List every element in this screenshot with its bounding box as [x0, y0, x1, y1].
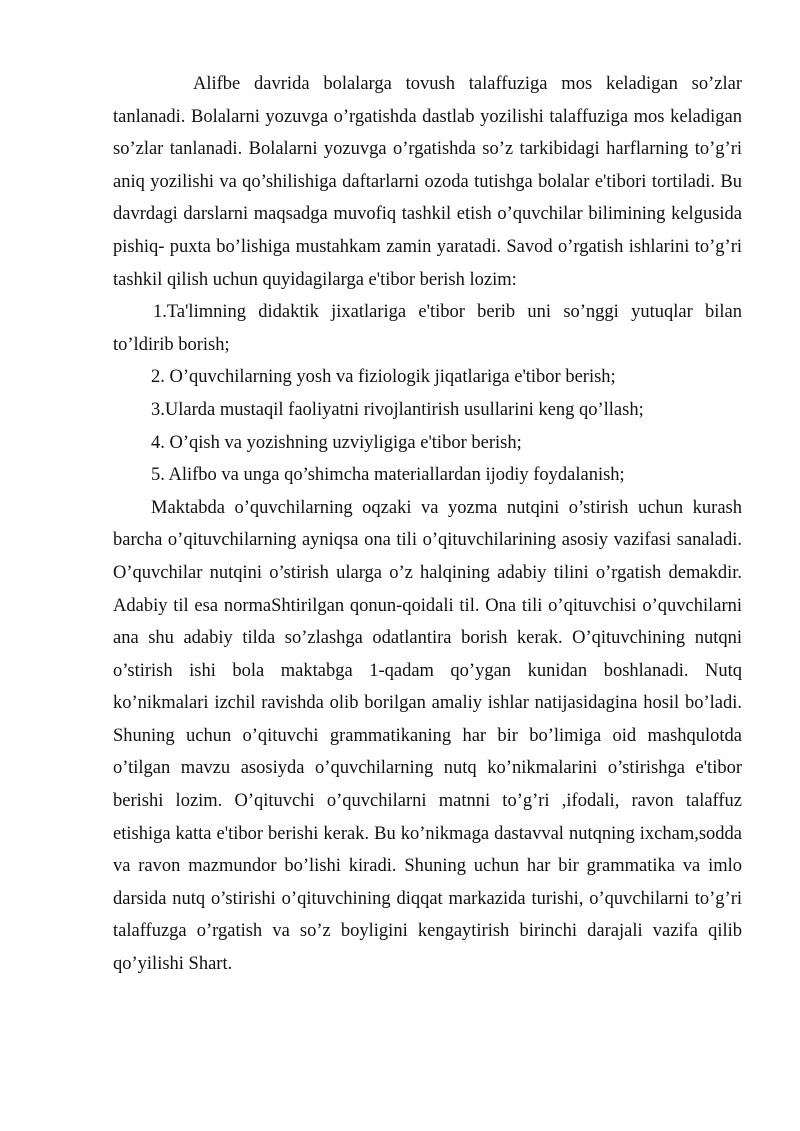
list-item-2: 2. O’quvchilarning yosh va fiziologik jiqatlariga e'tibor berish; [151, 367, 616, 388]
list-item-5: 5. Alifbo va unga qo’shimcha materiallardan ijodiy foydalanish; [151, 465, 625, 486]
list-item-1: 1.Ta'limning didaktik jixatlariga e'tibor berib uni so’nggi yutuqlar bilan to’ldirib borish; [113, 302, 742, 355]
list-item-3: 3.Ularda mustaqil faoliyatni rivojlantirish usullarini keng qo’llash; [151, 399, 644, 420]
list-item-4: 4. O’qish va yozishning uzviyligiga e'tibor berish; [151, 432, 522, 453]
paragraph-main: Maktabda o’quvchilarning oqzaki va yozma nutqini o’stirish uchun kurash barcha o’qituvchilarning ayniqsa ona tili o’qituvchilarining asosiy vazifasi sanaladi. O’quvchilar nutqini o’stirish ularga o’z halqining adabiy tilini o’rgatish demakdir. Adabiy til esa normaShtirilgan qonun-qoidali til. Ona tili o’qituvchisi o’quvchilarni ana shu adabiy tilda so’zlashga odatlantira borish kerak. O’qituvchining nutqni o’stirish ishi bola maktabga 1-qadam qo’ygan kunidan boshlanadi. Nutq ko’nikmalari izchil ravishda olib borilgan amaliy ishlar natijasidagina hosil bo’ladi. Shuning uchun o’qituvchi grammatikaning har bir bo’limiga oid mashqulotda o’tilgan mavzu asosiyda o’quvchilarning nutq ko’nikmalarini o’stirishga e'tibor berishi lozim. O’qituvchi o’quvchilarni matnni to’g’ri ,ifodali, ravon talaffuz etishiga katta e'tibor berishi kerak. Bu ko’nikmaga dastavval nutqning ixcham,sodda va ravon mazmundor bo’lishi kiradi. Shuning uchun har bir grammatika va imlo darsida nutq o’stirishi o’qituvchining diqqat markazida turishi, o’quvchilarni to’g’ri talaffuzga o’rgatish va so’z boyligini kengaytirish birinchi darajali vazifa qilib qo’yilishi Shart. [113, 497, 742, 975]
paragraph-intro: Alifbe davrida bolalarga tovush talaffuziga mos keladigan so’zlar tanlanadi. Bolalarni yozuvga o’rgatishda dastlab yozilishi talaffuziga mos keladigan so’zlar tanlanadi. Bolalarni yozuvga o’rgatishda so’z tarkibidagi harflarning to’g’ri aniq yozilishi va qo’shilishiga daftarlarni ozoda tutishga bolalar e'tibori tortiladi. Bu davrdagi darslarni maqsadga muvofiq tashkil etish o’quvchilar bilimining kelgusida pishiq- puxta bo’lishiga mustahkam zamin yaratadi. Savod o’rgatish ishlarini to’g’ri tashkil qilish uchun quyidagilarga e'tibor berish lozim: [113, 74, 742, 290]
document-body [113, 68, 742, 981]
